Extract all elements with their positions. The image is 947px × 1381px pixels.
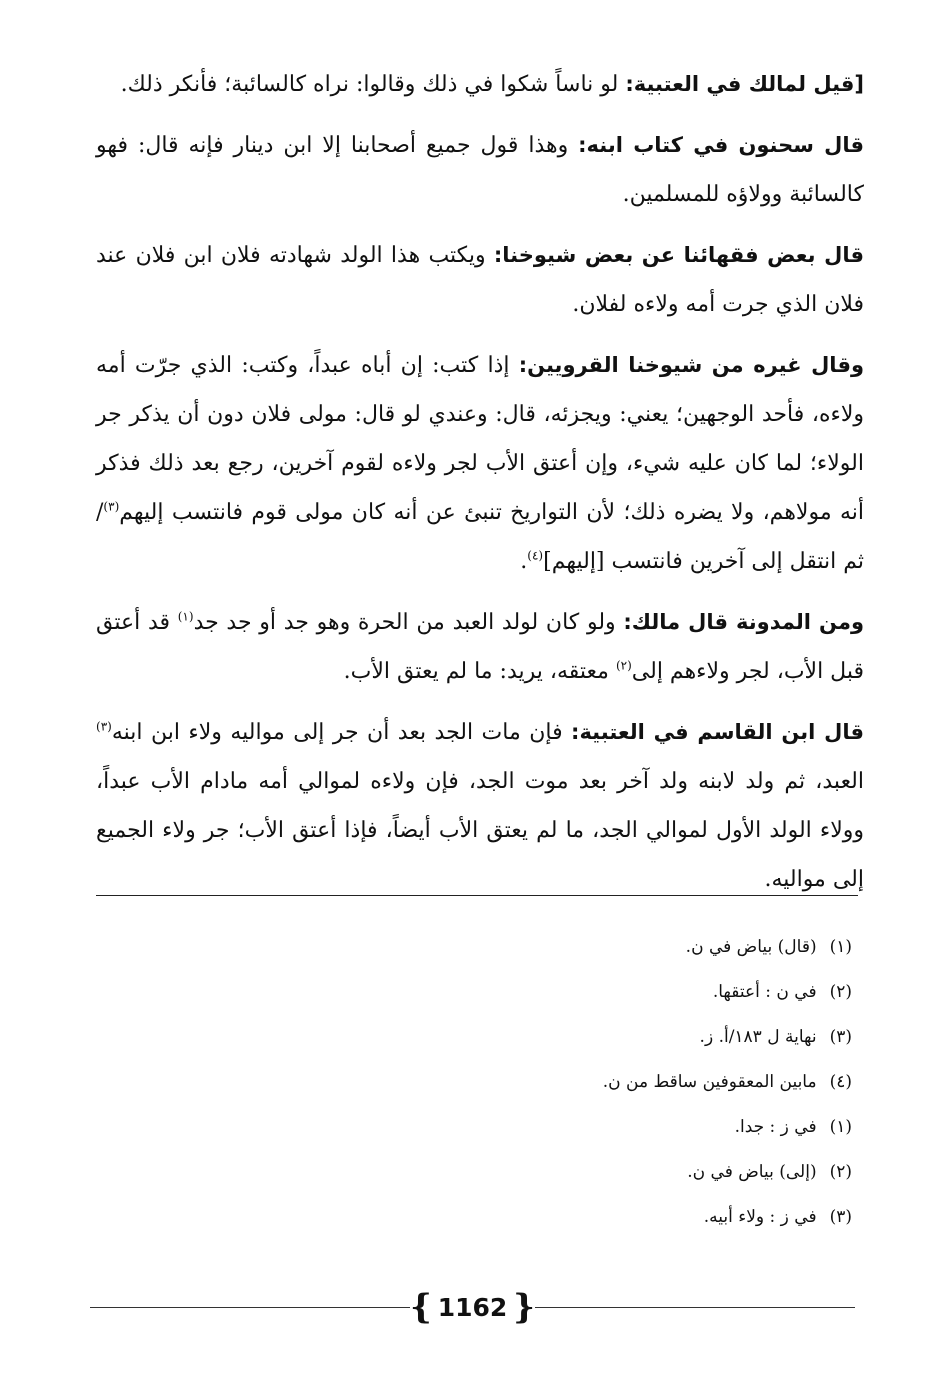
footnote-text: في ز : ولاء أبيه.	[703, 1207, 817, 1227]
footnote-text: في ن : أعتقها.	[712, 982, 817, 1002]
footnote-number: (٤)	[829, 1072, 852, 1092]
paragraph-lead: قال بعض فقهائنا عن بعض شيوخنا:	[493, 243, 864, 267]
footnote-item	[152, 925, 852, 970]
footnote-separator	[96, 895, 858, 896]
brace-left: {	[410, 1287, 432, 1327]
footnote-number: (١)	[829, 937, 852, 957]
footnote-ref: (٤)	[527, 548, 544, 563]
paragraph-lead: وقال غيره من شيوخنا القرويين:	[518, 353, 864, 377]
footnote-ref: (٣)	[103, 499, 120, 514]
paragraph-text: / ثم انتقل إلى آخرين فانتسب [إليهم]	[96, 500, 864, 574]
footnotes-list	[152, 925, 852, 1240]
footnote-text: في ز : جدا.	[734, 1117, 817, 1137]
paragraph-6	[96, 708, 864, 904]
page-number-box	[410, 1285, 535, 1331]
footnote-number: (٣)	[829, 1027, 852, 1047]
footnote-text: (قال) بياض في ن.	[685, 937, 817, 957]
footnote-item	[152, 970, 852, 1015]
paragraph-lead: [قيل لمالك في العتبية:	[625, 72, 864, 96]
paragraph-4	[96, 341, 864, 586]
paragraph-1	[96, 60, 864, 109]
footnote-item	[152, 1195, 852, 1240]
paragraph-text: العبد، ثم ولد لابنه ولد آخر بعد موت الجد، فإن ولاءه لموالي أمه مادام الأب عبداً، وولاء الولد الأول لموالي الجد، ما لم يعتق الأب أيضاً، فإذا أعتق الأب؛ جر ولاء الجميع إلى مواليه.	[96, 769, 864, 892]
paragraph-2	[96, 121, 864, 219]
footer-rule-right	[535, 1307, 855, 1308]
page-footer	[90, 1285, 855, 1331]
paragraph-lead: قال سحنون في كتاب ابنه:	[578, 133, 864, 157]
paragraph-5	[96, 598, 864, 696]
paragraph-3	[96, 231, 864, 329]
paragraph-lead: قال ابن القاسم في العتبية:	[571, 720, 864, 744]
footnote-item	[152, 1105, 852, 1150]
paragraph-text: معتقه، يريد: ما لم يعتق الأب.	[343, 659, 616, 684]
paragraph-text: قد أعتق قبل الأب، لجر ولاءهم إلى	[96, 610, 864, 684]
page-number: 1162	[437, 1293, 508, 1322]
footnote-number: (٣)	[829, 1207, 852, 1227]
paragraph-text: ولو كان لولد العبد من الحرة وهو جد أو جد جد	[193, 610, 624, 635]
paragraph-text: ويكتب هذا الولد شهادته فلان ابن فلان عند فلان الذي جرت أمه ولاءه لفلان.	[96, 243, 864, 317]
footer-rule-left	[90, 1307, 410, 1308]
footnote-number: (١)	[829, 1117, 852, 1137]
paragraph-text: إذا كتب: إن أباه عبداً، وكتب: الذي جرّت أمه ولاءه، فأحد الوجهين؛ يعني: ويجزئه، قال: وعندي لو قال: مولى فلان دون أن يذكر جر الولاء؛ لما كان عليه شيء، وإن أعتق الأب لجر ولاءه لقوم آخرين، رجع بعد ذلك فذكر أنه مولاهم، ولا يضره ذلك؛ لأن التواريخ تنبئ عن أنه كان مولى قوم فانتسب إليهم	[96, 353, 864, 525]
footnote-number: (٢)	[829, 1162, 852, 1182]
paragraph-text: لو ناساً شكوا في ذلك وقالوا: نراه كالسائبة؛ فأنكر ذلك.	[120, 72, 626, 97]
footnote-number: (٢)	[829, 982, 852, 1002]
paragraph-text: .	[520, 549, 528, 574]
footnote-text: (إلى) بياض في ن.	[687, 1162, 817, 1182]
footnote-ref: (١)	[177, 609, 194, 624]
footnote-ref: (٢)	[615, 658, 632, 673]
footnote-ref: (٣)	[96, 719, 112, 734]
main-text	[96, 60, 864, 916]
footnote-text: نهاية ل ١٨٣/أ. ز.	[699, 1027, 817, 1047]
footnote-item	[152, 1060, 852, 1105]
paragraph-text: فإن مات الجد بعد أن جر إلى مواليه ولاء ابن ابنه	[111, 720, 572, 745]
paragraph-text: وهذا قول جميع أصحابنا إلا ابن دينار فإنه قال: فهو كالسائبة وولاؤه للمسلمين.	[96, 133, 864, 207]
footnote-text: مابين المعقوفين ساقط من ن.	[602, 1072, 817, 1092]
footnote-item	[152, 1150, 852, 1195]
footnote-item	[152, 1015, 852, 1060]
brace-right: }	[513, 1287, 535, 1327]
paragraph-lead: ومن المدونة قال مالك:	[623, 610, 864, 634]
